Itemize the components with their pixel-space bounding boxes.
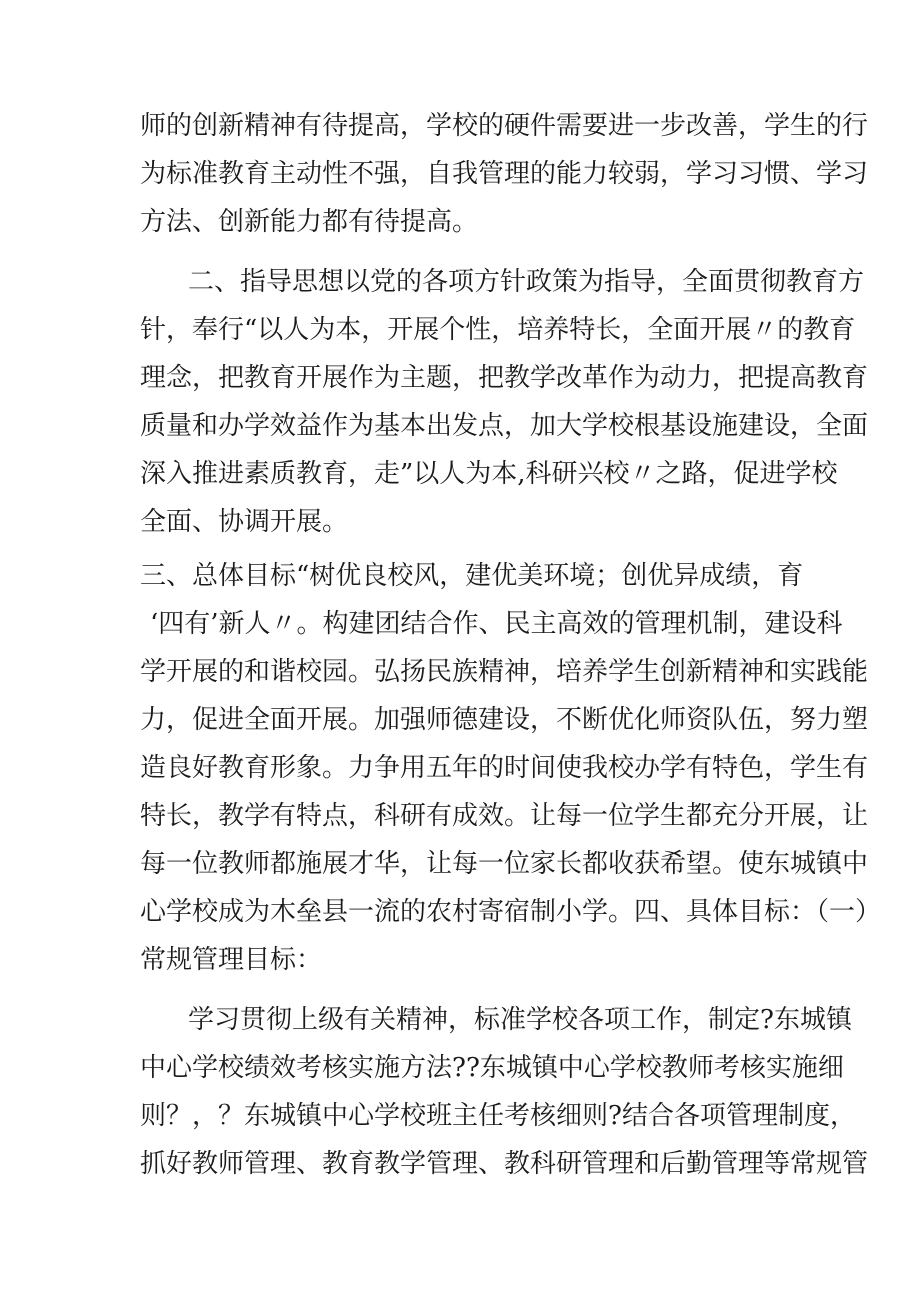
paragraph-current-situation [140,102,869,246]
text-line: 学开展的和谐校园。弘扬民族精神，培养学生创新精神和实践能 [140,657,869,687]
text-line: 深入推进素质教育，走”以人为本,科研兴校〃之路，促进学校 [140,459,838,489]
text-line: 理念，把教育开展作为主题，把教学改革作为动力，把提高教育 [140,363,869,393]
text-line: 中心学校绩效考核实施方法??东城镇中心学校教师考核实施细 [140,1053,844,1083]
text-line: 造良好教育形象。力争用五年的时间使我校办学有特色，学生有 [140,753,869,783]
text-line: 学习贯彻上级有关精神，标准学校各项工作，制定?东城镇 [188,1005,852,1035]
paragraph-guiding-ideology [140,258,869,546]
text-line: 三、总体目标“树优良校风，建优美环境；创优异成绩，育 [140,561,804,591]
text-line: 方法、创新能力都有待提高。 [140,207,479,237]
text-line: 常规管理目标： [140,945,323,975]
text-line: 质量和办学效益作为基本出发点，加大学校根基设施建设，全面 [140,411,869,441]
text-line: 心学校成为木垒县一流的农村寄宿制小学。四、具体目标：（一） [140,897,882,927]
text-line: ‘四有’新人〃。构建团结合作、民主高效的管理机制，建设科 [150,609,843,639]
paragraph-routine-management [140,996,869,1188]
text-line: 特长，教学有特点，科研有成效。让每一位学生都充分开展，让 [140,801,869,831]
text-line: 抓好教师管理、教育教学管理、教科研管理和后勤管理等常规管 [140,1149,869,1179]
text-line: 二、指导思想以党的各项方针政策为指导，全面贯彻教育方 [188,267,865,297]
text-line: 则？，？东城镇中心学校班主任考核细则?结合各项管理制度， [140,1101,856,1131]
text-line: 为标准教育主动性不强，自我管理的能力较弱，学习习惯、学习 [140,159,869,189]
text-line: 全面、协调开展。 [140,507,349,537]
text-line: 师的创新精神有待提高，学校的硬件需要进一步改善，学生的行 [140,111,869,141]
text-line: 针，奉行“以人为本，开展个性，培养特长，全面开展〃的教育 [140,315,856,345]
paragraph-overall-goals [140,552,882,984]
text-line: 力，促进全面开展。加强师德建设，不断优化师资队伍，努力塑 [140,705,869,735]
document-body [140,102,882,1188]
text-line: 每一位教师都施展才华，让每一位家长都收获希望。使东城镇中 [140,849,869,879]
